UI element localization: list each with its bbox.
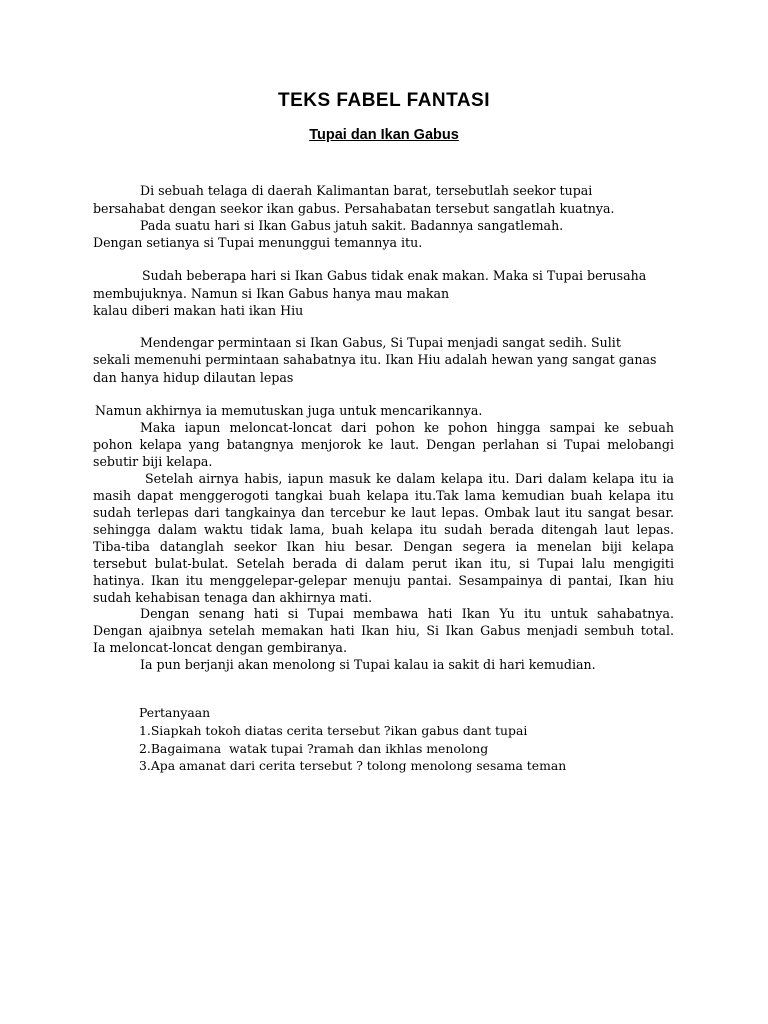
- story-line: Sudah beberapa hari si Ikan Gabus tidak enak makan. Maka si Tupai berusaha: [142, 268, 647, 283]
- document-title: TEKS FABEL FANTASI: [277, 90, 491, 111]
- question-item: 3.Apa amanat dari cerita tersebut ? tolong menolong sesama teman: [139, 758, 567, 773]
- story-line: sudah kehabisan tenaga dan akhirnya mati.: [93, 590, 373, 605]
- story-line: sehingga dalam waktu tidak lama, buah kelapa itu sudah berada ditengah laut lepas.: [93, 522, 674, 537]
- story-line: kalau diberi makan hati ikan Hiu: [93, 303, 304, 318]
- story-line: sudah terlepas dari tangkainya dan tercebur ke laut lepas. Ombak laut itu sangat besar.: [93, 505, 674, 520]
- story-line: dan hanya hidup dilautan lepas: [93, 370, 294, 385]
- story-line: sekali memenuhi permintaan sahabatnya itu. Ikan Hiu adalah hewan yang sangat ganas: [93, 352, 657, 367]
- story-line: Dengan senang hati si Tupai membawa hati Ikan Yu itu untuk sahabatnya.: [140, 606, 674, 621]
- story-line: masih dapat menggerogoti tangkai buah kelapa itu.Tak lama kemudian buah kelapa itu: [93, 488, 674, 503]
- story-line: bersahabat dengan seekor ikan gabus. Persahabatan tersebut sangatlah kuatnya.: [93, 201, 615, 216]
- questions-heading: Pertanyaan: [139, 705, 211, 720]
- story-line: Ia meloncat-loncat dengan gembiranya.: [93, 640, 347, 655]
- story-line: Di sebuah telaga di daerah Kalimantan barat, tersebutlah seekor tupai: [140, 183, 593, 198]
- story-line: Dengan ajaibnya setelah memakan hati Ikan hiu, Si Ikan Gabus menjadi sembuh total.: [93, 623, 674, 638]
- story-line: Setelah airnya habis, iapun masuk ke dalam kelapa itu. Dari dalam kelapa itu ia: [145, 471, 674, 486]
- story-line: pohon kelapa yang batangnya menjorok ke laut. Dengan perlahan si Tupai melobangi: [93, 437, 674, 452]
- story-line: hatinya. Ikan itu menggelepar-gelepar menuju pantai. Sesampainya di pantai, Ikan hiu: [93, 573, 674, 588]
- story-line: Namun akhirnya ia memutuskan juga untuk mencarikannya.: [95, 403, 483, 418]
- story-line: Pada suatu hari si Ikan Gabus jatuh sakit. Badannya sangatlemah.: [140, 218, 564, 233]
- story-line: Maka iapun meloncat-loncat dari pohon ke pohon hingga sampai ke sebuah: [140, 420, 674, 435]
- story-line: membujuknya. Namun si Ikan Gabus hanya mau makan: [93, 286, 450, 301]
- story-line: Tiba-tiba datanglah seekor Ikan hiu besar. Dengan segera ia menelan biji kelapa: [93, 539, 674, 554]
- document-subtitle: Tupai dan Ikan Gabus: [309, 127, 459, 143]
- story-line: Mendengar permintaan si Ikan Gabus, Si Tupai menjadi sangat sedih. Sulit: [140, 335, 621, 350]
- story-line: Dengan setianya si Tupai menunggui temannya itu.: [93, 235, 423, 250]
- question-item: 1.Siapkah tokoh diatas cerita tersebut ?ikan gabus dant tupai: [139, 723, 528, 738]
- story-line: Ia pun berjanji akan menolong si Tupai kalau ia sakit di hari kemudian.: [140, 657, 596, 672]
- story-line: sebutir biji kelapa.: [93, 454, 213, 469]
- question-item: 2.Bagaimana watak tupai ?ramah dan ikhlas menolong: [139, 741, 489, 756]
- story-line: tersebut bulat-bulat. Setelah berada di dalam perut ikan itu, si Tupai lalu mengigiti: [93, 556, 674, 571]
